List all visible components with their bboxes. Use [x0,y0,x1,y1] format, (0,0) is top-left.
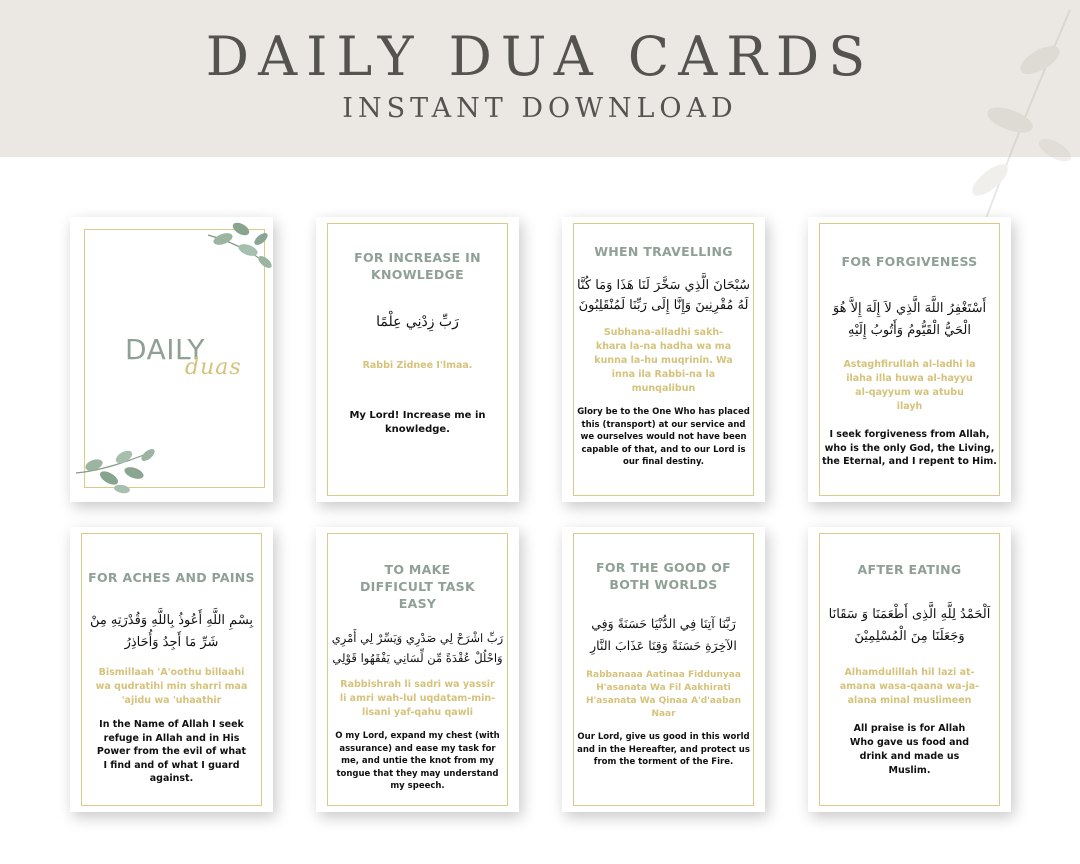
dua-card [316,217,519,502]
card-heading: FOR THE GOOD OF BOTH WORLDS [596,560,731,592]
card-heading: FOR INCREASE IN KNOWLEDGE [354,250,481,282]
card-meaning: My Lord! Increase me in knowledge. [349,410,486,435]
card-arabic-text: رَبِّ اشْرَحْ لِي صَدْرِي وَيَسِّرْ لِي أَمْرِي وَاحْلُلْ عُقْدَةً مِّن لِّسَانِي يَفْقَهُوا قَوْلِي [331,631,504,665]
card-transliteration: Rabbi Zidnee I'lmaa. [362,360,473,371]
leaf-icon [74,443,159,498]
card-arabic-text: اَلْحَمْدُ لِلَّهِ الَّذِى أَطْعَمَنَا وَ سَقَانَا وَجَعَلَنَا مِنَ الْمُسْلِمِيْنَ [828,607,991,644]
cover-word-daily: DAILY [125,333,205,366]
card-meaning: All praise is for Allah Who gave us food and drink and made us Muslim. [849,723,970,776]
card-transliteration: Alhamdulillah hil lazi at-amana wasa-qaana wa-ja-alana minal muslimeen [839,667,980,706]
leaf-icon [193,217,273,277]
card-transliteration: Subhana-alladhi sakh-khara la-na hadha wa ma kunna la-hu muqrinin. Wa inna ila Rabbi-na la munqalibun [594,327,733,394]
card-heading: FOR FORGIVENESS [841,254,978,269]
dua-card [70,527,273,812]
card-heading: WHEN TRAVELLING [594,244,733,259]
card-heading: AFTER EATING [857,562,962,577]
cover-word-duas: duas [185,355,242,380]
card-meaning: Our Lord, give us good in this world and in the Hereafter, and protect us from the torment of the Fire. [577,732,750,767]
card-heading: FOR ACHES AND PAINS [88,570,255,585]
card-meaning: O my Lord, expand my chest (with assurance) and ease my task for me, and untie the knot from my tongue that they may understand my speech. [335,731,500,791]
cover-card [70,217,273,502]
card-arabic-text: أَسْتَغْفِرُ اللَّهَ الَّذِي لاَ إِلَهَ إِلاَّ هُوَ الْحَيُّ الْقَيُّومُ وَأَتُوبُ إِلَيْهِ [832,301,987,338]
card-meaning: I seek forgiveness from Allah, who is the only God, the Living, the Eternal, and I repent to Him. [822,429,997,467]
dua-card [562,527,765,812]
card-arabic-text: سُبْحَانَ الَّذِي سَخَّرَ لَنَا هَذَا وَمَا كُنَّا لَهُ مُقْرِنِينَ وَإِنَّا إِلَى رَبِّنَا لَمُنْقَلِبُونَ [577,278,750,313]
card-arabic-text: رَبَّنَا آتِنَا فِي الدُّنْيَا حَسَنَةً وَفِي الآخِرَةِ حَسَنَةً وَقِنَا عَذَابَ النَّارِ [590,616,737,653]
card-transliteration: Bismillaah 'A'oothu billaahi wa qudratihi min sharri maa 'ajidu wa 'uhaathir [95,667,248,706]
card-meaning: Glory be to the One Who has placed this (transport) at our service and we ourselves would not have been capable of that, and to our Lord is our final destiny. [577,407,750,467]
dua-card [808,217,1011,502]
card-transliteration: Rabbishrah li sadri wa yassir li amri wah-lul uqdatam-min-lisani yaf-qahu qawli [339,679,496,718]
card-arabic-text: رَبِّ زِدْنِي عِلْمًا [376,314,459,330]
card-transliteration: Rabbanaaa Aatinaa Fiddunyaa H'asanata Wa Fil Aakhirati H'asanata Wa Qinaa A'd'aaban Naar [585,670,741,719]
card-heading: TO MAKE DIFFICULT TASK EASY [360,562,475,611]
card-arabic-text: بِسْمِ اللَّهِ أَعُوذُ بِاللَّهِ وَقُدْرَتِهِ مِنْ شَرِّ مَا أَجِدُ وَأُحَاذِرُ [89,613,254,650]
dua-card [562,217,765,502]
dua-card [808,527,1011,812]
card-transliteration: Astaghfirullah al-ladhi la ilaha illa huwa al-hayyu al-qayyum wa atubu ilayh [843,359,976,412]
cover-logo [125,333,242,380]
dua-card [316,527,519,812]
page-subtitle: INSTANT DOWNLOAD [342,93,738,124]
page-title: DAILY DUA CARDS [205,25,875,88]
card-meaning: In the Name of Allah I seek refuge in Allah and in His Power from the evil of what I find and of what I guard against. [96,719,247,784]
